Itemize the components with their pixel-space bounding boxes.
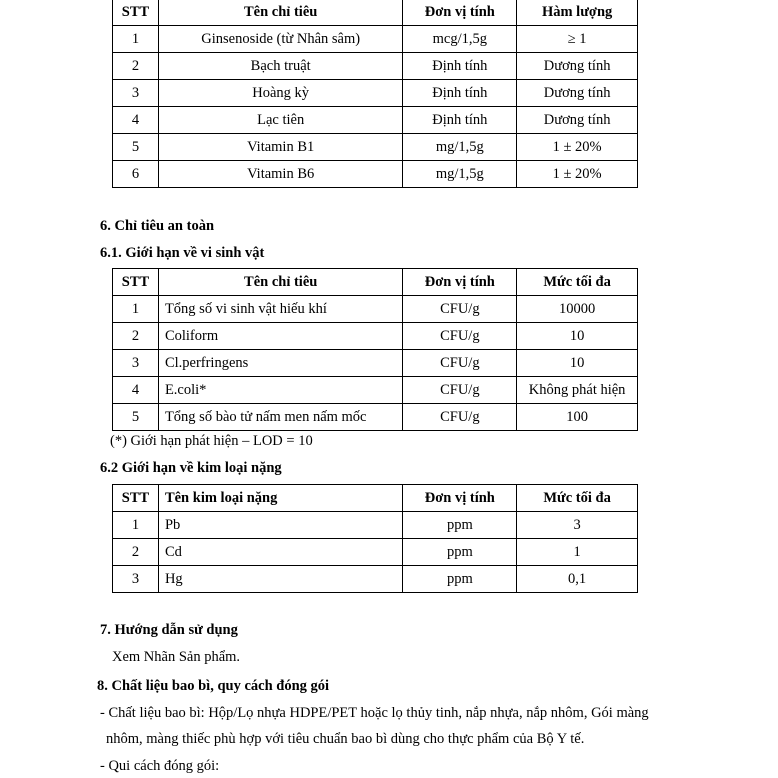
table-cell: Tổng số bào tử nấm men nấm mốc <box>158 404 403 431</box>
table-cell: CFU/g <box>403 323 517 350</box>
table-cell: 2 <box>113 53 159 80</box>
table-cell: Cd <box>158 539 402 566</box>
table-row <box>113 539 638 566</box>
packaging-material-line-1: - Chất liệu bao bì: Hộp/Lọ nhựa HDPE/PET hoặc lọ thủy tinh, nắp nhựa, nắp nhôm, Gói màng <box>100 705 649 721</box>
table-header-row <box>113 269 638 296</box>
header-cell: STT <box>113 269 159 296</box>
table-row <box>113 350 638 377</box>
table-cell: 1 <box>113 26 159 53</box>
table-cell: 1 <box>517 539 638 566</box>
table-cell: 10000 <box>517 296 638 323</box>
table-cell: Không phát hiện <box>517 377 638 404</box>
table-cell: 100 <box>517 404 638 431</box>
table-row <box>113 296 638 323</box>
table-cell: ≥ 1 <box>517 26 638 53</box>
table-cell: Tổng số vi sinh vật hiếu khí <box>158 296 403 323</box>
table-cell: 2 <box>113 323 159 350</box>
table-cell: CFU/g <box>403 350 517 377</box>
table-cell: Pb <box>158 512 402 539</box>
table-cell: Hg <box>158 566 402 593</box>
table-cell: Định tính <box>403 107 517 134</box>
table-cell: Hoàng kỳ <box>158 80 402 107</box>
header-cell: Mức tối đa <box>517 485 638 512</box>
table-row <box>113 134 638 161</box>
section-7-title: 7. Hướng dẫn sử dụng <box>100 622 238 638</box>
table-cell: CFU/g <box>403 404 517 431</box>
table-header-row <box>113 485 638 512</box>
table-cell: 10 <box>517 323 638 350</box>
table-cell: 4 <box>113 377 159 404</box>
table-cell: Vitamin B6 <box>158 161 402 188</box>
lod-note: (*) Giới hạn phát hiện – LOD = 10 <box>110 433 313 449</box>
table-row <box>113 404 638 431</box>
table-cell: 0,1 <box>517 566 638 593</box>
table-cell: Coliform <box>158 323 403 350</box>
table-cell: 6 <box>113 161 159 188</box>
table-cell: Dương tính <box>517 53 638 80</box>
packaging-material-line-2: nhôm, màng thiếc phù hợp với tiêu chuẩn bao bì dùng cho thực phẩm của Bộ Y tế. <box>106 731 585 747</box>
table-cell: 1 <box>113 296 159 323</box>
table-cell: Bạch truật <box>158 53 402 80</box>
heavy-metal-table <box>112 484 638 593</box>
header-cell: Đơn vị tính <box>403 269 517 296</box>
table-cell: E.coli* <box>158 377 403 404</box>
table-cell: CFU/g <box>403 377 517 404</box>
table-cell: 1 ± 20% <box>517 161 638 188</box>
header-cell: Mức tối đa <box>517 269 638 296</box>
table-cell: CFU/g <box>403 296 517 323</box>
table-row <box>113 323 638 350</box>
section-6-2-title: 6.2 Giới hạn về kim loại nặng <box>100 460 282 476</box>
table-cell: 3 <box>113 80 159 107</box>
table-cell: 3 <box>113 566 159 593</box>
table-cell: mcg/1,5g <box>403 26 517 53</box>
table-cell: 10 <box>517 350 638 377</box>
header-cell: Tên chỉ tiêu <box>158 0 402 26</box>
header-cell: Tên kim loại nặng <box>158 485 402 512</box>
header-cell: Đơn vị tính <box>403 485 517 512</box>
table-cell: ppm <box>403 566 517 593</box>
table-cell: 4 <box>113 107 159 134</box>
table-row <box>113 26 638 53</box>
table-cell: ppm <box>403 539 517 566</box>
table-cell: 5 <box>113 404 159 431</box>
table-row <box>113 377 638 404</box>
table-cell: 3 <box>517 512 638 539</box>
table-cell: ppm <box>403 512 517 539</box>
table-cell: mg/1,5g <box>403 161 517 188</box>
header-cell: STT <box>113 485 159 512</box>
table-cell: 1 ± 20% <box>517 134 638 161</box>
header-cell: STT <box>113 0 159 26</box>
section-7-text: Xem Nhãn Sản phẩm. <box>112 649 241 665</box>
section-6-title: 6. Chỉ tiêu an toàn <box>100 218 215 234</box>
table-cell: Ginsenoside (từ Nhân sâm) <box>158 26 402 53</box>
header-cell: Đơn vị tính <box>403 0 517 26</box>
table-cell: 5 <box>113 134 159 161</box>
microbial-limits-table <box>112 268 638 431</box>
table-cell: 3 <box>113 350 159 377</box>
table-row <box>113 512 638 539</box>
section-8-title: 8. Chất liệu bao bì, quy cách đóng gói <box>97 678 330 694</box>
section-6-1-title: 6.1. Giới hạn về vi sinh vật <box>100 245 265 261</box>
table-row <box>113 107 638 134</box>
table-cell: Dương tính <box>517 80 638 107</box>
table-row <box>113 566 638 593</box>
header-cell: Hàm lượng <box>517 0 638 26</box>
ingredients-table <box>112 0 638 188</box>
table-cell: 2 <box>113 539 159 566</box>
table-row <box>113 161 638 188</box>
table-header-row <box>113 0 638 26</box>
table-cell: Dương tính <box>517 107 638 134</box>
table-row <box>113 53 638 80</box>
table-cell: Định tính <box>403 80 517 107</box>
table-cell: Định tính <box>403 53 517 80</box>
table-cell: Vitamin B1 <box>158 134 402 161</box>
table-row <box>113 80 638 107</box>
table-cell: Cl.perfringens <box>158 350 403 377</box>
packaging-spec-label: - Qui cách đóng gói: <box>100 758 220 774</box>
table-cell: 1 <box>113 512 159 539</box>
table-cell: mg/1,5g <box>403 134 517 161</box>
header-cell: Tên chỉ tiêu <box>158 269 403 296</box>
table-cell: Lạc tiên <box>158 107 402 134</box>
